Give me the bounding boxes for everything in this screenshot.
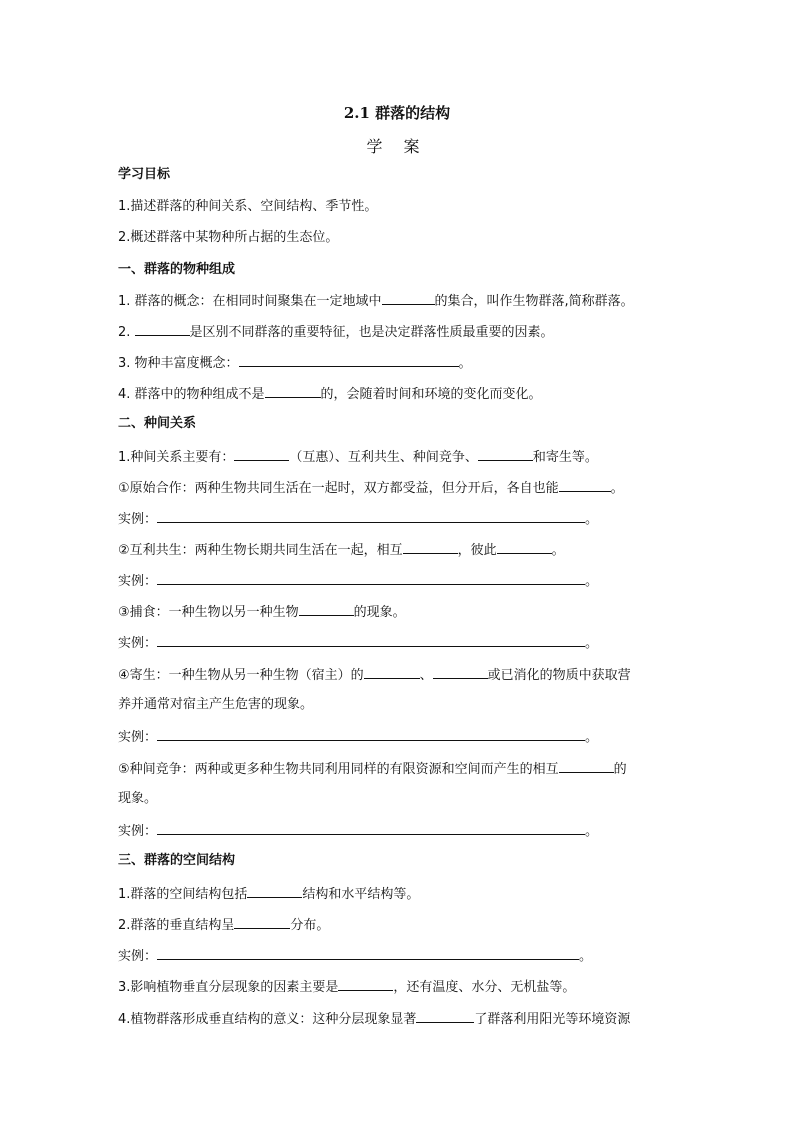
text: 1.群落的空间结构包括 [118,887,248,902]
text: 是区别不同群落的重要特征，也是决定群落性质最重要的因素。 [189,325,554,340]
section-heading-interspecific: 二、种间关系 [118,416,197,431]
text: 3. 物种丰富度概念： [118,356,239,371]
item-distinguishing-feature [118,323,688,341]
text: 了群落利用阳光等环境资源 [474,1012,631,1027]
text: 。 [585,574,599,589]
text: 1.种间关系主要有： [118,450,235,465]
text: 。 [610,481,624,496]
fill-blank[interactable] [416,1010,474,1023]
text: 或已消化的物质中获取营 [487,668,631,683]
example-line [118,634,688,652]
text: ③捕食：一种生物以另一种生物 [118,605,299,620]
fill-blank[interactable] [559,760,614,773]
item-spatial-structure [118,885,688,903]
fill-blank[interactable] [433,666,488,679]
section-heading-spatial: 三、群落的空间结构 [118,853,236,868]
page-title: 2.1 群落的结构 [343,104,451,122]
item-vertical-structure [118,916,688,934]
fill-blank[interactable] [239,354,459,367]
text: 、 [419,668,433,683]
text: 4. 群落中的物种组成不是 [118,387,265,402]
example-line [118,728,688,746]
text: 。 [579,949,593,964]
text: 3.影响植物垂直分层现象的因素主要是 [118,980,339,995]
fill-blank[interactable] [157,822,585,835]
item-species-richness [118,354,688,372]
item-predation [118,603,688,621]
text: 实例： [118,574,158,589]
text: 的集合，叫作生物群落,简称群落。 [434,294,634,309]
text: 的，会随着时间和环境的变化而变化。 [320,387,542,402]
example-line [118,947,688,965]
text: 实例： [118,824,158,839]
fill-blank[interactable] [559,479,611,492]
fill-blank[interactable] [265,385,321,398]
text: 的 [613,762,627,777]
fill-blank[interactable] [234,448,289,461]
fill-blank[interactable] [382,292,435,305]
text: ⑤种间竞争：两种或更多种生物共同利用同样的有限资源和空间而产生的相互 [118,762,559,777]
page-subtitle: 学 案 [366,137,428,156]
text: 。 [551,543,565,558]
item-community-concept [118,292,688,310]
item-parasitism [118,666,688,684]
objective-2: 2.概述群落中某物种所占据的生态位。 [118,230,339,245]
text: ，还有温度、水分、无机盐等。 [393,980,576,995]
fill-blank[interactable] [497,541,552,554]
text: 。 [458,356,472,371]
item-mutualism [118,541,688,559]
fill-blank[interactable] [135,323,190,336]
fill-blank[interactable] [157,572,585,585]
example-line [118,510,688,528]
fill-blank[interactable] [157,947,579,960]
text: 实例： [118,636,158,651]
fill-blank[interactable] [338,978,393,991]
item-layering-factors [118,978,688,996]
item-layering-significance [118,1010,688,1028]
text: 分布。 [290,918,330,933]
item-parasitism-cont: 养并通常对宿主产生危害的现象。 [118,697,314,712]
fill-blank[interactable] [478,448,533,461]
example-line [118,572,688,590]
section-heading-species-composition: 一、群落的物种组成 [118,262,236,277]
text: ④寄生：一种生物从另一种生物（宿主）的 [118,668,364,683]
text: ①原始合作：两种生物共同生活在一起时，双方都受益，但分开后，各自也能 [118,481,559,496]
text: 。 [585,636,599,651]
item-competition-cont: 现象。 [118,791,158,806]
text: 结构和水平结构等。 [302,887,420,902]
text: 实例： [118,949,158,964]
text: 实例： [118,512,158,527]
text: （互惠）、互利共生、种间竞争、 [289,450,478,465]
fill-blank[interactable] [157,728,585,741]
item-composition-change [118,385,688,403]
fill-blank[interactable] [234,916,290,929]
item-protocooperation [118,479,688,497]
text: 的现象。 [353,605,406,620]
fill-blank[interactable] [247,885,302,898]
text: 。 [585,512,599,527]
text: 。 [585,824,599,839]
example-line [118,822,688,840]
text: 2.群落的垂直结构呈 [118,918,235,933]
text: 4.植物群落形成垂直结构的意义：这种分层现象显著 [118,1012,417,1027]
text: ②互利共生：两种生物长期共同生活在一起，相互 [118,543,403,558]
text: 。 [585,730,599,745]
section-heading-objectives: 学习目标 [118,167,171,182]
text: 1. 群落的概念：在相同时间聚集在一定地域中 [118,294,382,309]
item-competition [118,760,688,778]
fill-blank[interactable] [299,603,354,616]
fill-blank[interactable] [157,634,585,647]
fill-blank[interactable] [157,510,585,523]
fill-blank[interactable] [364,666,420,679]
text: 2. [118,325,135,340]
text: 实例： [118,730,158,745]
objective-1: 1.描述群落的种间关系、空间结构、季节性。 [118,199,378,214]
text: ，彼此 [457,543,497,558]
item-relationship-types [118,448,688,466]
fill-blank[interactable] [403,541,458,554]
text: 和寄生等。 [532,450,598,465]
